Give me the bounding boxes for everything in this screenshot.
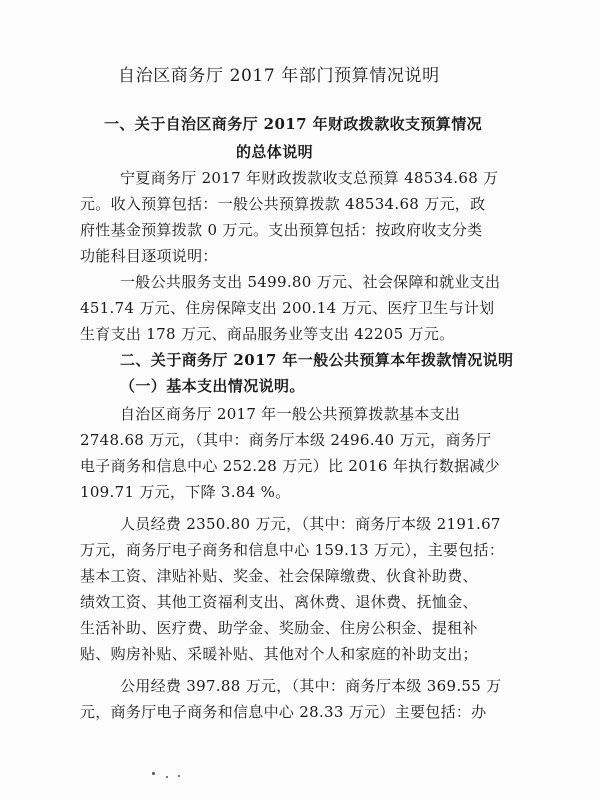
paragraph-line: 电子商务和信息中心 252.28 万元）比 2016 年执行数据减少 [80, 457, 500, 475]
paragraph-line: 2748.68 万元，（其中：商务厅本级 2496.40 万元，商务厅 [80, 431, 492, 449]
paragraph-line: 451.74 万元、住房保障支出 200.14 万元、医疗卫生与计划 [80, 299, 495, 317]
paragraph-line: 元。收入预算包括：一般公共预算拨款 48534.68 万元，政 [80, 195, 486, 213]
paragraph-line: 宁夏商务厅 2017 年财政拨款收支总预算 48534.68 万 [120, 169, 499, 187]
section-heading-1-cont: 的总体说明 [236, 143, 314, 161]
paragraph-line: 基本工资、津贴补贴、奖金、社会保障缴费、伙食补助费、 [80, 567, 478, 585]
paragraph-line: 府性基金预算拨款 0 万元。支出预算包括：按政府收支分类 [80, 221, 483, 239]
paragraph-line: 元，商务厅电子商务和信息中心 28.33 万元）主要包括：办 [80, 703, 487, 721]
paragraph-line: 生育支出 178 万元、商品服务业等支出 42205 万元。 [80, 325, 455, 343]
paragraph-line: 万元，商务厅电子商务和信息中心 159.13 万元），主要包括： [80, 541, 505, 559]
paragraph-line: 自治区商务厅 2017 年一般公共预算拨款基本支出 [120, 405, 461, 423]
paragraph-line: 人员经费 2350.80 万元，（其中：商务厅本级 2191.67 [120, 515, 501, 533]
paragraph-line: 绩效工资、其他工资福利支出、离休费、退休费、抚恤金、 [80, 593, 478, 611]
paragraph-line: 公用经费 397.88 万元，（其中：商务厅本级 369.55 万 [120, 677, 502, 695]
paragraph-line: 109.71 万元，下降 3.84 %。 [80, 483, 291, 501]
paragraph-line: 功能科目逐项说明： [80, 247, 218, 265]
paragraph-line: 贴、购房补贴、采暖补贴、其他对个人和家庭的补助支出； [80, 645, 478, 663]
document-title: 自治区商务厅 2017 年部门预算情况说明 [118, 66, 440, 86]
scan-speck [152, 772, 155, 775]
section-heading-2: 二、关于商务厅 2017 年一般公共预算本年拨款情况说明 [120, 351, 514, 369]
section-heading-1: 一、关于自治区商务厅 2017 年财政拨款收支预算情况 [104, 115, 482, 133]
scan-speck [166, 776, 168, 778]
paragraph-line: 生活补助、医疗费、助学金、奖励金、住房公积金、提租补 [80, 619, 478, 637]
paragraph-line: 一般公共服务支出 5499.80 万元、社会保障和就业支出 [120, 273, 501, 291]
scan-speck [178, 775, 180, 777]
subsection-heading: （一）基本支出情况说明。 [120, 377, 305, 395]
